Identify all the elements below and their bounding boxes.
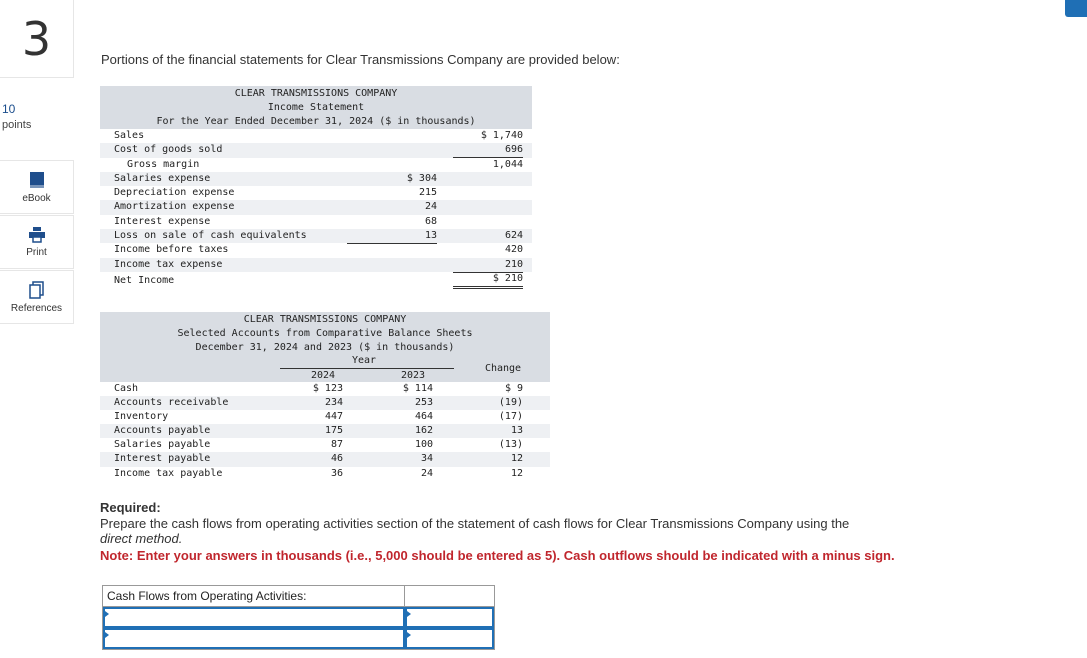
- print-button[interactable]: [0, 215, 74, 269]
- cell-change: 13: [510, 425, 523, 437]
- answer-label-field[interactable]: [103, 607, 405, 628]
- year-header: Year: [352, 355, 377, 366]
- table-row: [100, 172, 532, 186]
- col-2024: 2024: [310, 370, 336, 381]
- table-row: [100, 272, 532, 290]
- points-label: points: [2, 119, 32, 131]
- table-row: [100, 229, 532, 243]
- row-label: Net Income: [114, 274, 175, 286]
- income-statement: [100, 86, 532, 290]
- cell-2024: $ 123: [312, 383, 343, 394]
- row-value: 68: [424, 215, 437, 227]
- required-section: [100, 500, 1000, 563]
- row-label: Depreciation expense: [114, 187, 235, 199]
- row-label: Income tax expense: [114, 258, 223, 270]
- row-label: Cost of goods sold: [114, 144, 223, 156]
- change-header: Change: [484, 363, 522, 374]
- cell-change: (17): [498, 411, 523, 423]
- required-heading: Required:: [100, 500, 161, 515]
- row-value: 696: [453, 143, 523, 158]
- table-row: [100, 158, 532, 172]
- table-row: [100, 467, 550, 481]
- answer-label-input[interactable]: [109, 611, 403, 628]
- table-row: [100, 186, 532, 200]
- references-label: References: [10, 302, 63, 314]
- is-period: For the Year Ended December 31, 2024 ($ in thousands): [156, 116, 476, 127]
- cell-change: (19): [498, 397, 523, 409]
- answer-value-input[interactable]: [407, 610, 492, 627]
- row-label: Amortization expense: [114, 201, 235, 213]
- row-value: 624: [504, 230, 523, 242]
- row-label: Salaries payable: [114, 439, 211, 451]
- table-row: [100, 382, 550, 396]
- table-row: [100, 396, 550, 410]
- cell-2023: 100: [414, 439, 433, 451]
- table-row: [100, 258, 532, 272]
- corner-action-button[interactable]: [1065, 0, 1087, 17]
- answer-label-input[interactable]: [109, 632, 403, 649]
- col-2023: 2023: [400, 370, 426, 381]
- table-row: [100, 452, 550, 466]
- cell-2024: 87: [330, 439, 343, 451]
- row-value: $ 304: [406, 172, 437, 184]
- cash-flows-answer-table: [102, 585, 495, 650]
- answer-value-input[interactable]: [407, 631, 492, 648]
- cell-2024: 234: [324, 397, 343, 409]
- cell-change: 12: [510, 453, 523, 465]
- answer-value-field[interactable]: [405, 628, 494, 649]
- bs-period: December 31, 2024 and 2023 ($ in thousands): [195, 342, 455, 353]
- cell-change: (13): [498, 439, 523, 451]
- row-value: 215: [418, 187, 437, 199]
- printer-icon: [28, 227, 46, 243]
- table-row: [100, 424, 550, 438]
- row-label: Accounts receivable: [114, 397, 229, 409]
- year-underline: [280, 368, 454, 369]
- references-icon: [29, 281, 45, 299]
- table-row: [100, 215, 532, 229]
- table-row: [100, 200, 532, 214]
- cell-2023: 34: [420, 453, 433, 465]
- bs-company: CLEAR TRANSMISSIONS COMPANY: [243, 314, 407, 325]
- income-statement-header: [100, 86, 532, 129]
- row-value: $ 210: [453, 272, 523, 289]
- points-indicator: [2, 101, 31, 133]
- cell-change: $ 9: [504, 383, 523, 394]
- is-company: CLEAR TRANSMISSIONS COMPANY: [234, 88, 398, 99]
- required-method: direct method.: [100, 531, 183, 546]
- ebook-button[interactable]: [0, 160, 74, 214]
- table-row: [100, 129, 532, 143]
- cell-2023: 253: [414, 397, 433, 409]
- row-label: Accounts payable: [114, 425, 211, 437]
- row-value: 420: [504, 244, 523, 256]
- cell-2023: 162: [414, 425, 433, 437]
- table-row: [100, 410, 550, 424]
- required-note: Note: Enter your answers in thousands (i.e., 5,000 should be entered as 5). Cash outflows should be indicated with a minus sign.: [100, 547, 895, 563]
- row-value: 24: [424, 201, 437, 213]
- row-label: Interest expense: [114, 215, 211, 227]
- row-label: Cash: [114, 383, 139, 394]
- answer-row: [103, 607, 494, 628]
- answer-table-header-blank: [405, 586, 494, 606]
- column-headers: [100, 370, 550, 382]
- balance-sheet: [100, 312, 550, 481]
- row-label: Interest payable: [114, 453, 211, 465]
- cell-change: 12: [510, 467, 523, 479]
- answer-label-field[interactable]: [103, 628, 405, 649]
- answer-table-header-row: [103, 586, 494, 607]
- row-label: Inventory: [114, 411, 169, 423]
- cell-2024: 46: [330, 453, 343, 465]
- cell-2023: $ 114: [402, 383, 433, 394]
- row-label: Gross margin: [127, 158, 200, 170]
- references-button[interactable]: [0, 270, 74, 324]
- row-label: Salaries expense: [114, 172, 211, 184]
- cell-2024: 447: [324, 411, 343, 423]
- cell-2023: 464: [414, 411, 433, 423]
- cell-2023: 24: [420, 467, 433, 479]
- row-value: 1,044: [492, 158, 523, 170]
- row-label: Income before taxes: [114, 244, 229, 256]
- is-title: Income Statement: [267, 102, 365, 113]
- required-text: Prepare the cash flows from operating activities section of the statement of cash flows for Clear Transmissions Company using the: [100, 515, 850, 531]
- table-row: [100, 438, 550, 452]
- intro-text: Portions of the financial statements for Clear Transmissions Company are provided below:: [101, 52, 620, 67]
- row-value: $ 1,740: [480, 130, 523, 141]
- cell-2024: 175: [324, 425, 343, 437]
- print-label: Print: [26, 246, 47, 258]
- row-label: Income tax payable: [114, 467, 223, 479]
- points-value: 10: [2, 102, 16, 116]
- answer-value-field[interactable]: [405, 607, 494, 628]
- row-label: Sales: [114, 130, 145, 141]
- row-value: 13: [347, 229, 437, 244]
- table-row: [100, 143, 532, 157]
- question-number: 3: [0, 0, 74, 78]
- cell-2024: 36: [330, 467, 343, 479]
- book-icon: [29, 171, 45, 189]
- bs-title: Selected Accounts from Comparative Balance Sheets: [177, 328, 473, 339]
- answer-row: [103, 628, 494, 649]
- answer-table-header: Cash Flows from Operating Activities:: [103, 586, 405, 606]
- row-value: 210: [453, 258, 523, 273]
- table-row: [100, 243, 532, 257]
- ebook-label: eBook: [22, 192, 51, 204]
- row-label: Loss on sale of cash equivalents: [114, 230, 307, 242]
